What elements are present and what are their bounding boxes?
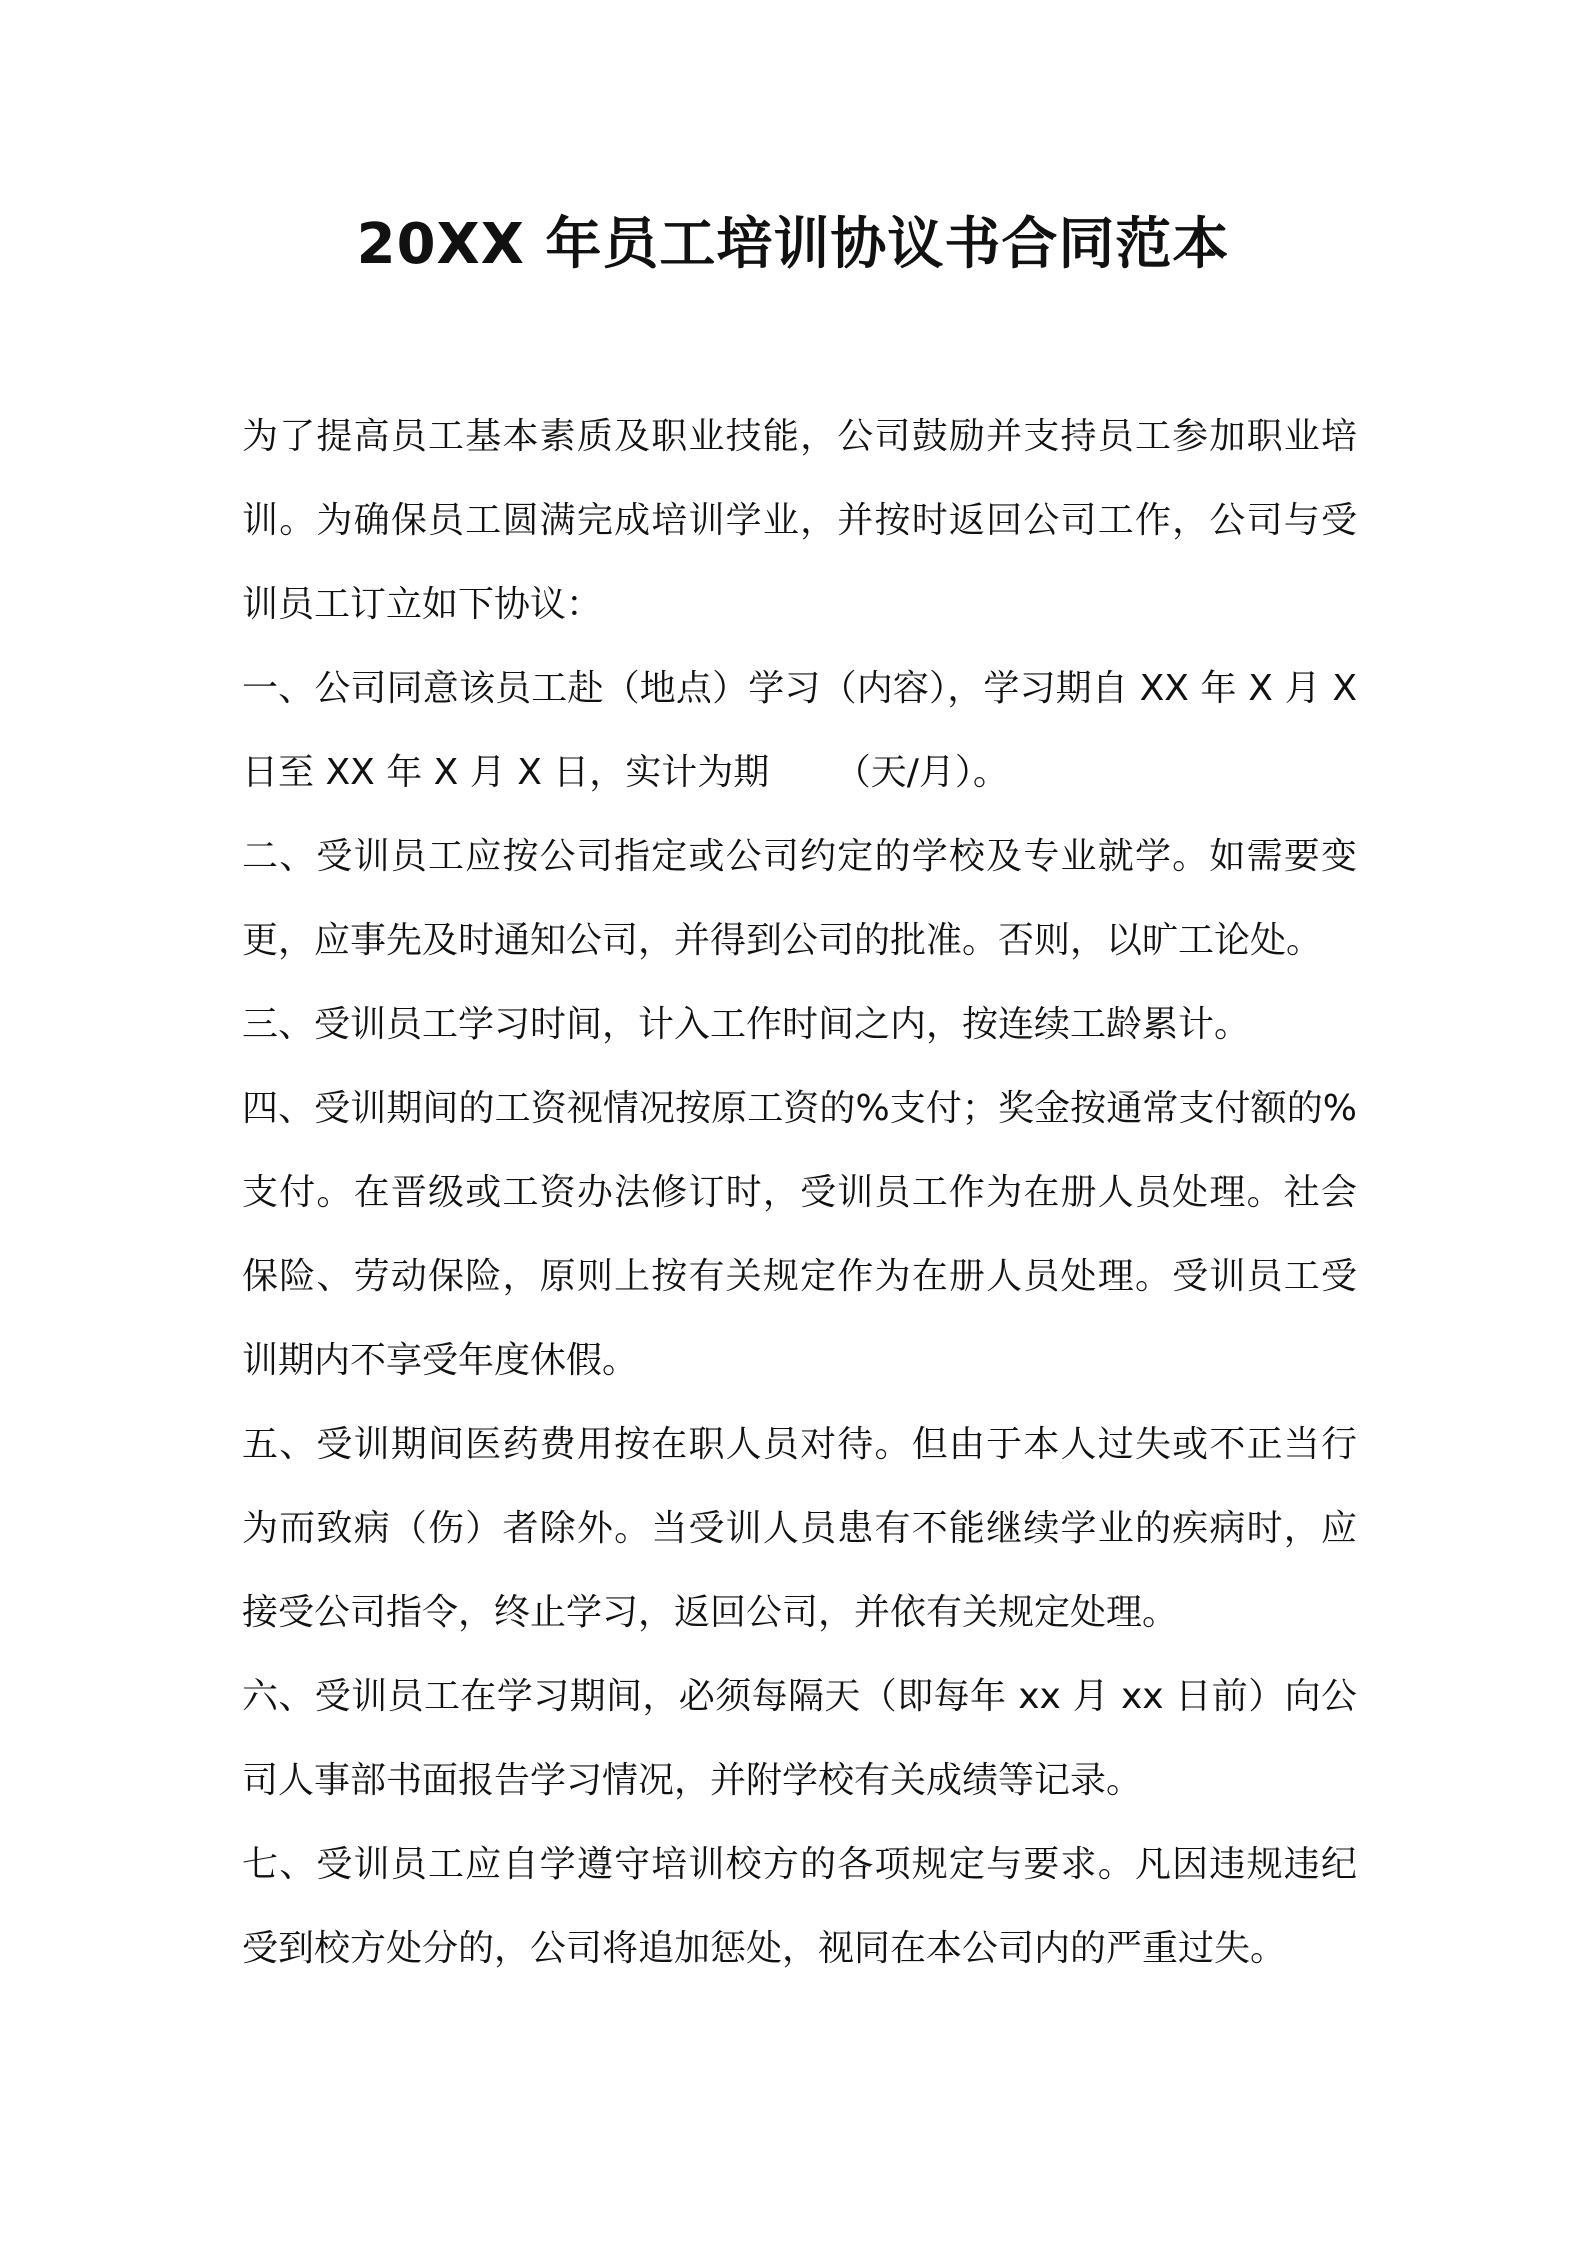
paragraph-clause-5: 五、受训期间医药费用按在职人员对待。但由于本人过失或不正当行为而致病（伤）者除外。当受训人员患有不能继续学业的疾病时，应接受公司指令，终止学习，返回公司，并依有关规定处理。: [242, 1424, 1357, 1633]
paragraph-clause-6: 六、受训员工在学习期间，必须每隔天（即每年 xx 月 xx 日前）向公司人事部书面报告学习情况，并附学校有关成绩等记录。: [242, 1676, 1357, 1801]
document-title: 20XX 年员工培训协议书合同范本: [356, 212, 1230, 277]
paragraph-clause-7: 七、受训员工应自学遵守培训校方的各项规定与要求。凡因违规违纪受到校方处分的，公司将追加惩处，视同在本公司内的严重过失。: [242, 1844, 1357, 1969]
paragraph-intro: 为了提高员工基本素质及职业技能，公司鼓励并支持员工参加职业培训。为确保员工圆满完成培训学业，并按时返回公司工作，公司与受训员工订立如下协议：: [242, 416, 1357, 625]
document-body: [242, 395, 1357, 1991]
paragraph-clause-2: 二、受训员工应按公司指定或公司约定的学校及专业就学。如需要变更，应事先及时通知公司，并得到公司的批准。否则，以旷工论处。: [242, 836, 1357, 961]
paragraph-clause-3: 三、受训员工学习时间，计入工作时间之内，按连续工龄累计。: [242, 1004, 1251, 1045]
paragraph-clause-1: 一、公司同意该员工赴（地点）学习（内容），学习期自 XX 年 X 月 X 日至 XX 年 X 月 X 日，实计为期 （天/月）。: [242, 668, 1357, 793]
paragraph-clause-4: 四、受训期间的工资视情况按原工资的%支付；奖金按通常支付额的%支付。在晋级或工资办法修订时，受训员工作为在册人员处理。社会保险、劳动保险，原则上按有关规定作为在册人员处理。受训员工受训期内不享受年度休假。: [242, 1088, 1357, 1381]
